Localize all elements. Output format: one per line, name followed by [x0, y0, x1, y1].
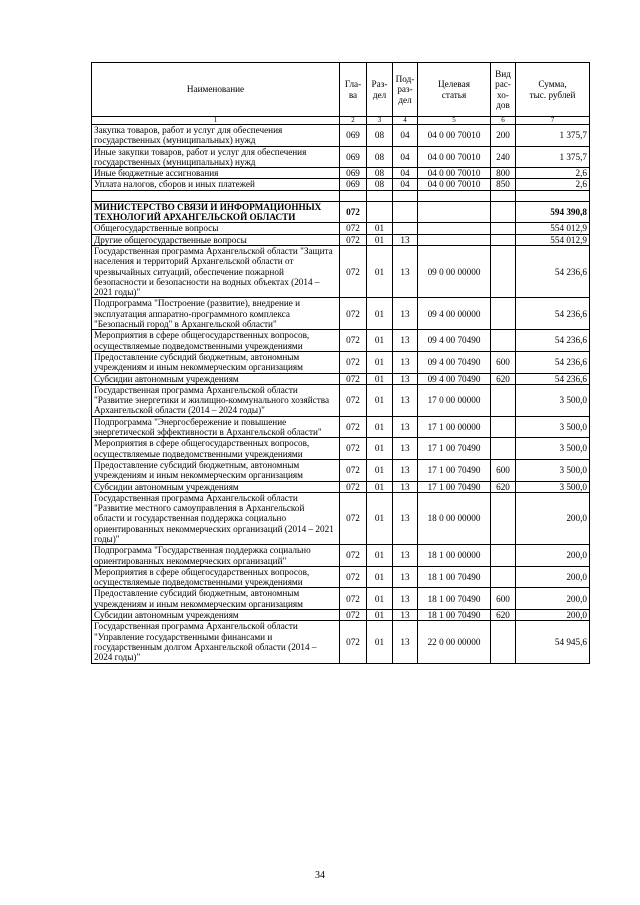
cell-celevaya: 18 1 00 70490: [418, 610, 491, 621]
table-body: [92, 125, 590, 664]
table-row: [92, 179, 590, 190]
cell-podrazdel: 13: [393, 481, 418, 492]
header-glava: Гла- ва: [340, 63, 367, 117]
cell-celevaya: 17 1 00 70490: [418, 481, 491, 492]
cell-celevaya: 04 0 00 70010: [418, 125, 491, 147]
cell-razdel: 01: [367, 298, 393, 330]
column-number: 1: [92, 117, 340, 125]
table-row: [92, 223, 590, 234]
table-row: [92, 190, 590, 201]
cell-podrazdel: 13: [393, 298, 418, 330]
cell-summa: 1 375,7: [516, 125, 590, 147]
cell-podrazdel: 13: [393, 545, 418, 567]
cell-podrazdel: 04: [393, 168, 418, 179]
cell-vid: [491, 245, 516, 297]
cell-vid: [491, 234, 516, 245]
cell-vid: [491, 621, 516, 663]
table-row: [92, 125, 590, 147]
cell-celevaya: 04 0 00 70010: [418, 146, 491, 168]
table-row: [92, 168, 590, 179]
cell-podrazdel: 13: [393, 416, 418, 438]
cell-name: Уплата налогов, сборов и иных платежей: [92, 179, 340, 190]
cell-celevaya: 18 1 00 70490: [418, 588, 491, 610]
cell-podrazdel: 13: [393, 610, 418, 621]
cell-razdel: 01: [367, 384, 393, 416]
header-celevaya: Целевая статья: [418, 63, 491, 117]
header-podrazdel: Под- раз- дел: [393, 63, 418, 117]
cell-celevaya: 09 4 00 00000: [418, 298, 491, 330]
cell-vid: [491, 384, 516, 416]
cell-glava: 072: [340, 373, 367, 384]
cell-glava: 072: [340, 545, 367, 567]
cell-glava: 072: [340, 416, 367, 438]
cell-glava: 072: [340, 438, 367, 460]
cell-razdel: 01: [367, 234, 393, 245]
cell-name: Подпрограмма "Энергосбережение и повышение энергетической эффективности в Архангельской области": [92, 416, 340, 438]
cell-razdel: 01: [367, 438, 393, 460]
header-name: Наименование: [92, 63, 340, 117]
cell-glava: 072: [340, 492, 367, 544]
cell-vid: 620: [491, 610, 516, 621]
table-row: [92, 245, 590, 297]
cell-podrazdel: 13: [393, 234, 418, 245]
cell-razdel: 01: [367, 351, 393, 373]
cell-summa: 3 500,0: [516, 416, 590, 438]
cell-name: [92, 190, 340, 201]
cell-celevaya: [418, 201, 491, 223]
cell-razdel: [367, 201, 393, 223]
cell-celevaya: 18 1 00 00000: [418, 545, 491, 567]
cell-celevaya: 17 1 00 70490: [418, 459, 491, 481]
cell-summa: 3 500,0: [516, 384, 590, 416]
cell-podrazdel: [393, 223, 418, 234]
cell-razdel: 01: [367, 566, 393, 588]
cell-podrazdel: 13: [393, 373, 418, 384]
cell-razdel: 01: [367, 373, 393, 384]
cell-name: Государственная программа Архангельской области "Защита населения и территорий Архангельской области от чрезвычайных ситуаций, обеспечение пожарной безопасности и безопасности на водных объектах (2014 – 2021 годы)": [92, 245, 340, 297]
table-row: [92, 566, 590, 588]
cell-podrazdel: 04: [393, 146, 418, 168]
cell-podrazdel: 13: [393, 459, 418, 481]
cell-razdel: 01: [367, 588, 393, 610]
column-number: 5: [418, 117, 491, 125]
header-vid: Вид рас- хо- дов: [491, 63, 516, 117]
table-row: [92, 459, 590, 481]
cell-glava: 072: [340, 351, 367, 373]
cell-glava: 072: [340, 481, 367, 492]
table-row: [92, 492, 590, 544]
table-row: [92, 545, 590, 567]
column-number: 4: [393, 117, 418, 125]
cell-summa: 3 500,0: [516, 438, 590, 460]
cell-vid: 620: [491, 373, 516, 384]
cell-vid: [491, 201, 516, 223]
cell-podrazdel: 13: [393, 384, 418, 416]
cell-summa: 554 012,9: [516, 223, 590, 234]
cell-celevaya: [418, 190, 491, 201]
cell-celevaya: 09 4 00 70490: [418, 351, 491, 373]
table-row: [92, 298, 590, 330]
table-row: [92, 351, 590, 373]
cell-name: Подпрограмма "Государственная поддержка социально ориентированных некоммерческих организаций": [92, 545, 340, 567]
cell-celevaya: 22 0 00 00000: [418, 621, 491, 663]
cell-glava: 069: [340, 179, 367, 190]
cell-summa: 200,0: [516, 566, 590, 588]
header-razdel: Раз- дел: [367, 63, 393, 117]
cell-podrazdel: 13: [393, 438, 418, 460]
cell-summa: 200,0: [516, 588, 590, 610]
column-number: 7: [516, 117, 590, 125]
cell-vid: [491, 223, 516, 234]
cell-name: МИНИСТЕРСТВО СВЯЗИ И ИНФОРМАЦИОННЫХ ТЕХНОЛОГИЙ АРХАНГЕЛЬСКОЙ ОБЛАСТИ: [92, 201, 340, 223]
table-row: [92, 234, 590, 245]
cell-summa: 594 390,8: [516, 201, 590, 223]
cell-razdel: [367, 190, 393, 201]
cell-name: Мероприятия в сфере общегосударственных вопросов, осуществляемые подведомственными учреждениями: [92, 438, 340, 460]
cell-razdel: 08: [367, 146, 393, 168]
cell-celevaya: 09 0 00 00000: [418, 245, 491, 297]
cell-podrazdel: 04: [393, 125, 418, 147]
cell-name: Закупка товаров, работ и услуг для обеспечения государственных (муниципальных) нужд: [92, 125, 340, 147]
cell-name: Предоставление субсидий бюджетным, автономным учреждениям и иным некоммерческим организациям: [92, 459, 340, 481]
cell-summa: 200,0: [516, 545, 590, 567]
cell-razdel: 08: [367, 179, 393, 190]
cell-glava: 072: [340, 245, 367, 297]
cell-glava: 069: [340, 168, 367, 179]
table-row: [92, 373, 590, 384]
cell-celevaya: 17 1 00 00000: [418, 416, 491, 438]
column-number: 6: [491, 117, 516, 125]
cell-summa: 54 236,6: [516, 373, 590, 384]
cell-podrazdel: [393, 190, 418, 201]
cell-summa: 200,0: [516, 492, 590, 544]
cell-podrazdel: 13: [393, 330, 418, 352]
cell-podrazdel: 13: [393, 492, 418, 544]
cell-summa: 3 500,0: [516, 481, 590, 492]
cell-vid: 600: [491, 588, 516, 610]
table-row: [92, 201, 590, 223]
page-number: 34: [315, 870, 325, 881]
cell-glava: 072: [340, 588, 367, 610]
cell-name: Подпрограмма "Построение (развитие), внедрение и эксплуатация аппаратно-программного комплекса "Безопасный город" в Архангельской области": [92, 298, 340, 330]
budget-table: [91, 62, 590, 664]
cell-glava: 072: [340, 610, 367, 621]
table-row: [92, 610, 590, 621]
cell-razdel: 01: [367, 245, 393, 297]
cell-razdel: 01: [367, 492, 393, 544]
cell-razdel: 08: [367, 125, 393, 147]
cell-name: Государственная программа Архангельской области "Развитие местного самоуправления в Архангельской области и государственная поддержка социально ориентированных некоммерческих организаций (2014 – 2021 годы)": [92, 492, 340, 544]
cell-celevaya: 18 0 00 00000: [418, 492, 491, 544]
cell-razdel: 01: [367, 459, 393, 481]
cell-summa: [516, 190, 590, 201]
column-number: 2: [340, 117, 367, 125]
cell-summa: 54 236,6: [516, 245, 590, 297]
header-summa: Сумма, тыс. рублей: [516, 63, 590, 117]
cell-razdel: 01: [367, 481, 393, 492]
table-row: [92, 438, 590, 460]
cell-glava: 072: [340, 298, 367, 330]
cell-name: Мероприятия в сфере общегосударственных вопросов, осуществляемые подведомственными учреждениями: [92, 330, 340, 352]
cell-razdel: 01: [367, 330, 393, 352]
cell-name: Иные бюджетные ассигнования: [92, 168, 340, 179]
cell-summa: 2,6: [516, 179, 590, 190]
cell-podrazdel: [393, 201, 418, 223]
cell-vid: [491, 566, 516, 588]
cell-razdel: 01: [367, 545, 393, 567]
cell-vid: [491, 545, 516, 567]
cell-glava: [340, 190, 367, 201]
cell-vid: [491, 416, 516, 438]
cell-summa: 2,6: [516, 168, 590, 179]
cell-celevaya: 17 1 00 70490: [418, 438, 491, 460]
cell-celevaya: 09 4 00 70490: [418, 330, 491, 352]
cell-vid: [491, 190, 516, 201]
cell-vid: [491, 438, 516, 460]
cell-name: Государственная программа Архангельской области "Развитие энергетики и жилищно-коммунального хозяйства Архангельской области (2014 – 2024 годы)": [92, 384, 340, 416]
cell-vid: [491, 298, 516, 330]
cell-summa: 54 945,6: [516, 621, 590, 663]
cell-name: Общегосударственные вопросы: [92, 223, 340, 234]
cell-name: Предоставление субсидий бюджетным, автономным учреждениям и иным некоммерческим организациям: [92, 351, 340, 373]
column-number: 3: [367, 117, 393, 125]
cell-celevaya: 04 0 00 70010: [418, 168, 491, 179]
cell-podrazdel: 13: [393, 588, 418, 610]
cell-podrazdel: 04: [393, 179, 418, 190]
cell-glava: 069: [340, 146, 367, 168]
cell-razdel: 01: [367, 223, 393, 234]
cell-podrazdel: 13: [393, 351, 418, 373]
cell-vid: 240: [491, 146, 516, 168]
cell-podrazdel: 13: [393, 245, 418, 297]
cell-celevaya: 18 1 00 70490: [418, 566, 491, 588]
table-row: [92, 588, 590, 610]
cell-name: Другие общегосударственные вопросы: [92, 234, 340, 245]
cell-razdel: 01: [367, 621, 393, 663]
cell-summa: 200,0: [516, 610, 590, 621]
cell-glava: 072: [340, 459, 367, 481]
cell-summa: 54 236,6: [516, 298, 590, 330]
cell-name: Предоставление субсидий бюджетным, автономным учреждениям и иным некоммерческим организациям: [92, 588, 340, 610]
cell-name: Субсидии автономным учреждениям: [92, 481, 340, 492]
cell-celevaya: 17 0 00 00000: [418, 384, 491, 416]
cell-name: Государственная программа Архангельской области "Управление государственными финансами и государственным долгом Архангельской области (2014 – 2024 годы)": [92, 621, 340, 663]
cell-name: Субсидии автономным учреждениям: [92, 610, 340, 621]
cell-razdel: 08: [367, 168, 393, 179]
cell-summa: 3 500,0: [516, 459, 590, 481]
table-row: [92, 481, 590, 492]
cell-razdel: 01: [367, 610, 393, 621]
cell-summa: 54 236,6: [516, 351, 590, 373]
cell-vid: 800: [491, 168, 516, 179]
cell-celevaya: 09 4 00 70490: [418, 373, 491, 384]
cell-summa: 1 375,7: [516, 146, 590, 168]
cell-glava: 072: [340, 234, 367, 245]
cell-vid: 620: [491, 481, 516, 492]
column-number-row: [92, 117, 590, 125]
cell-name: Субсидии автономным учреждениям: [92, 373, 340, 384]
cell-celevaya: [418, 234, 491, 245]
cell-name: Мероприятия в сфере общегосударственных вопросов, осуществляемые подведомственными учреждениями: [92, 566, 340, 588]
cell-glava: 072: [340, 566, 367, 588]
table-row: [92, 621, 590, 663]
cell-name: Иные закупки товаров, работ и услуг для обеспечения государственных (муниципальных) нужд: [92, 146, 340, 168]
cell-glava: 072: [340, 201, 367, 223]
cell-celevaya: 04 0 00 70010: [418, 179, 491, 190]
cell-razdel: 01: [367, 416, 393, 438]
cell-summa: 54 236,6: [516, 330, 590, 352]
cell-glava: 069: [340, 125, 367, 147]
cell-vid: 850: [491, 179, 516, 190]
cell-summa: 554 012,9: [516, 234, 590, 245]
cell-vid: 200: [491, 125, 516, 147]
table-row: [92, 330, 590, 352]
cell-glava: 072: [340, 621, 367, 663]
table-row: [92, 416, 590, 438]
table-row: [92, 146, 590, 168]
cell-vid: 600: [491, 459, 516, 481]
cell-glava: 072: [340, 223, 367, 234]
cell-podrazdel: 13: [393, 621, 418, 663]
cell-vid: [491, 330, 516, 352]
cell-vid: [491, 492, 516, 544]
table-row: [92, 384, 590, 416]
cell-glava: 072: [340, 330, 367, 352]
cell-vid: 600: [491, 351, 516, 373]
header-row: [92, 63, 590, 117]
cell-podrazdel: 13: [393, 566, 418, 588]
cell-celevaya: [418, 223, 491, 234]
cell-glava: 072: [340, 384, 367, 416]
